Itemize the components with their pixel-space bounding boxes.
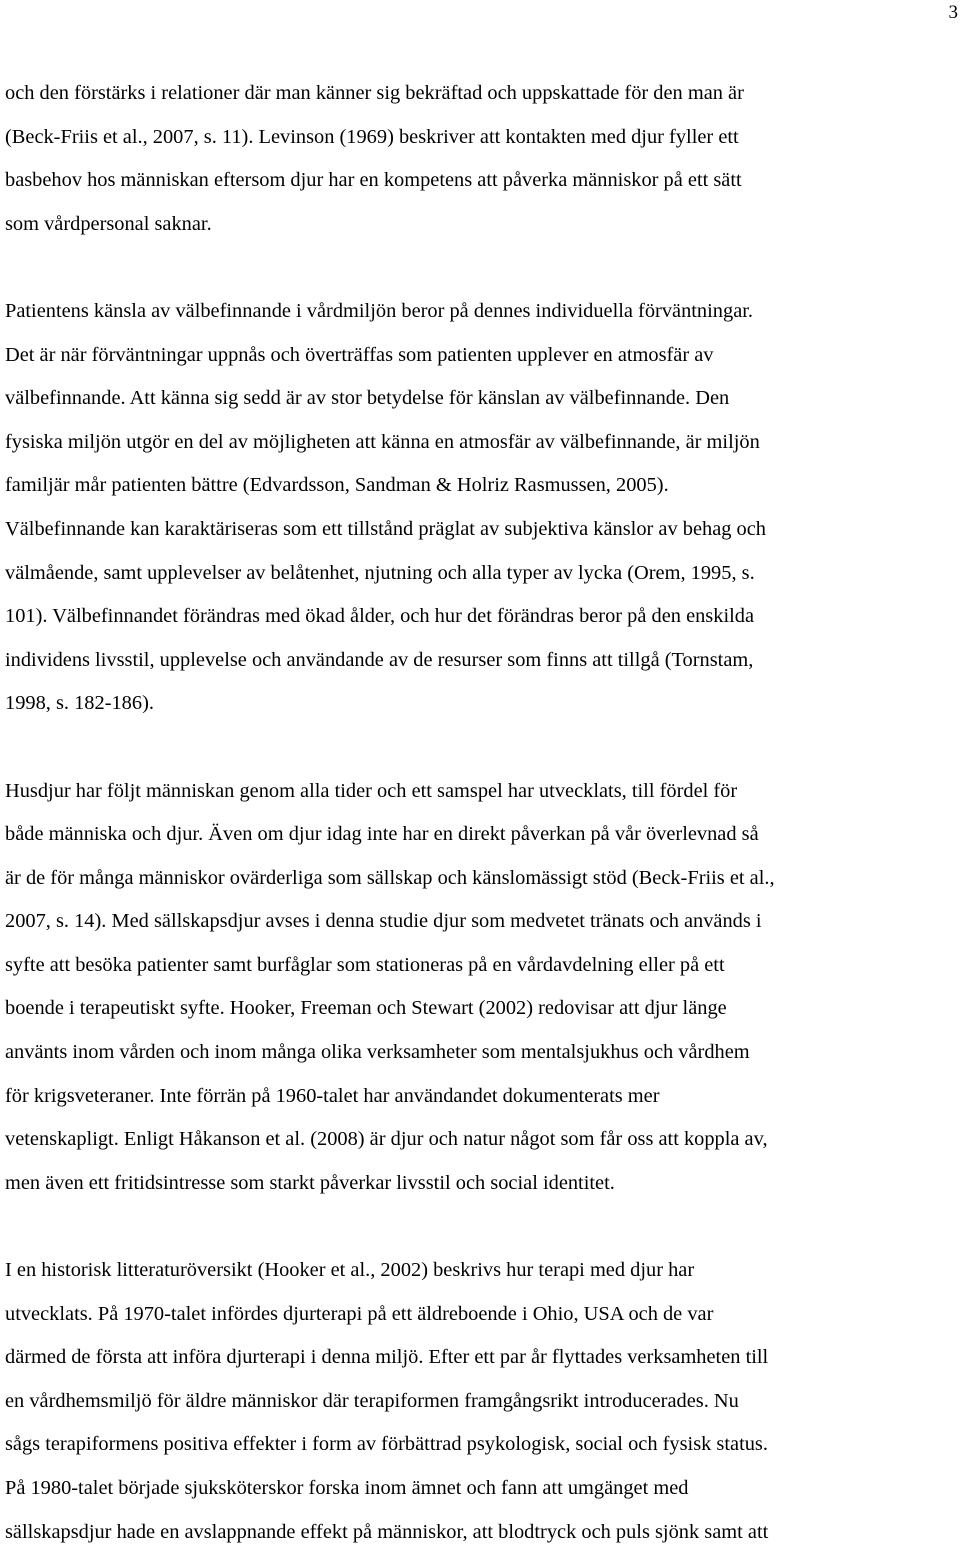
text-line: fysiska miljön utgör en del av möjligheten att känna en atmosfär av välbefinnande, är miljön [5,430,760,453]
text-line: en vårdhemsmiljö för äldre människor där terapiformen framgångsrikt introducerades. Nu [5,1389,739,1412]
text-line: därmed de första att införa djurterapi i denna miljö. Efter ett par år flyttades verksamheten till [5,1346,769,1369]
paragraph-2 [5,290,960,726]
paragraph-spacer [5,246,960,290]
document-body [5,72,960,1554]
text-line: På 1980-talet började sjuksköterskor forska inom ämnet och fann att umgänget med [5,1477,689,1499]
text-line: Patientens känsla av välbefinnande i vårdmiljön beror på dennes individuella förväntningar. [5,299,754,322]
text-line: Husdjur har följt människan genom alla tider och ett samspel har utvecklats, till fördel för [5,779,738,802]
text-line: familjär mår patienten bättre (Edvardsson, Sandman & Holriz Rasmussen, 2005). [5,474,669,497]
text-line: för krigsveteraner. Inte förrän på 1960-talet har användandet dokumenterats mer [5,1084,660,1107]
text-line: utvecklats. På 1970-talet infördes djurterapi på ett äldreboende i Ohio, USA och de var [5,1302,714,1325]
paragraph-1 [5,72,960,246]
page-number: 3 [948,2,958,23]
text-line: syfte att besöka patienter samt burfåglar som stationeras på en vårdavdelning eller på ett [5,953,725,976]
text-line: Välbefinnande kan karaktäriseras som ett tillstånd präglat av subjektiva känslor av behag och [5,517,766,540]
text-line: och den förstärks i relationer där man känner sig bekräftad och uppskattade för den man är [5,82,744,104]
text-line: basbehov hos människan eftersom djur har en kompetens att påverka människor på ett sätt [5,169,742,192]
text-line: välbefinnande. Att känna sig sedd är av stor betydelse för känslan av välbefinnande. Den [5,387,730,410]
text-line: vetenskapligt. Enligt Håkanson et al. (2008) är djur och natur något som får oss att koppla av, [5,1128,768,1151]
text-line: är de för många människor ovärderliga som sällskap och känslomässigt stöd (Beck-Friis et al., [5,866,775,889]
text-line: sågs terapiformens positiva effekter i form av förbättrad psykologisk, social och fysisk status. [5,1433,768,1456]
text-line: som vårdpersonal saknar. [5,212,212,235]
text-line: Det är när förväntningar uppnås och överträffas som patienten upplever en atmosfär av [5,343,714,366]
text-line: boende i terapeutiskt syfte. Hooker, Freeman och Stewart (2002) redovisar att djur länge [5,997,727,1020]
text-line: sällskapsdjur hade en avslappnande effekt på människor, att blodtryck och puls sjönk samt att [5,1520,769,1543]
text-line: (Beck-Friis et al., 2007, s. 11). Levinson (1969) beskriver att kontakten med djur fyller ett [5,125,739,148]
text-line: I en historisk litteraturöversikt (Hooker et al., 2002) beskrivs hur terapi med djur har [5,1259,695,1282]
paragraph-3 [5,770,960,1206]
text-line: 1998, s. 182-186). [5,692,154,715]
text-line: individens livsstil, upplevelse och användande av de resurser som finns att tillgå (Tornstam, [5,648,754,671]
text-line: välmående, samt upplevelser av belåtenhet, njutning och alla typer av lycka (Orem, 1995, s. [5,561,755,584]
text-line: men även ett fritidsintresse som starkt påverkar livsstil och social identitet. [5,1171,615,1194]
paragraph-4 [5,1249,960,1554]
paragraph-spacer [5,726,960,770]
text-line: både människa och djur. Även om djur idag inte har en direkt påverkan på vår överlevnad så [5,823,759,846]
text-line: använts inom vården och inom många olika verksamheter som mentalsjukhus och vårdhem [5,1041,750,1064]
text-line: 101). Välbefinnandet förändras med ökad ålder, och hur det förändras beror på den enskilda [5,605,755,628]
paragraph-spacer [5,1205,960,1249]
text-line: 2007, s. 14). Med sällskapsdjur avses i denna studie djur som medvetet tränats och används i [5,910,762,933]
